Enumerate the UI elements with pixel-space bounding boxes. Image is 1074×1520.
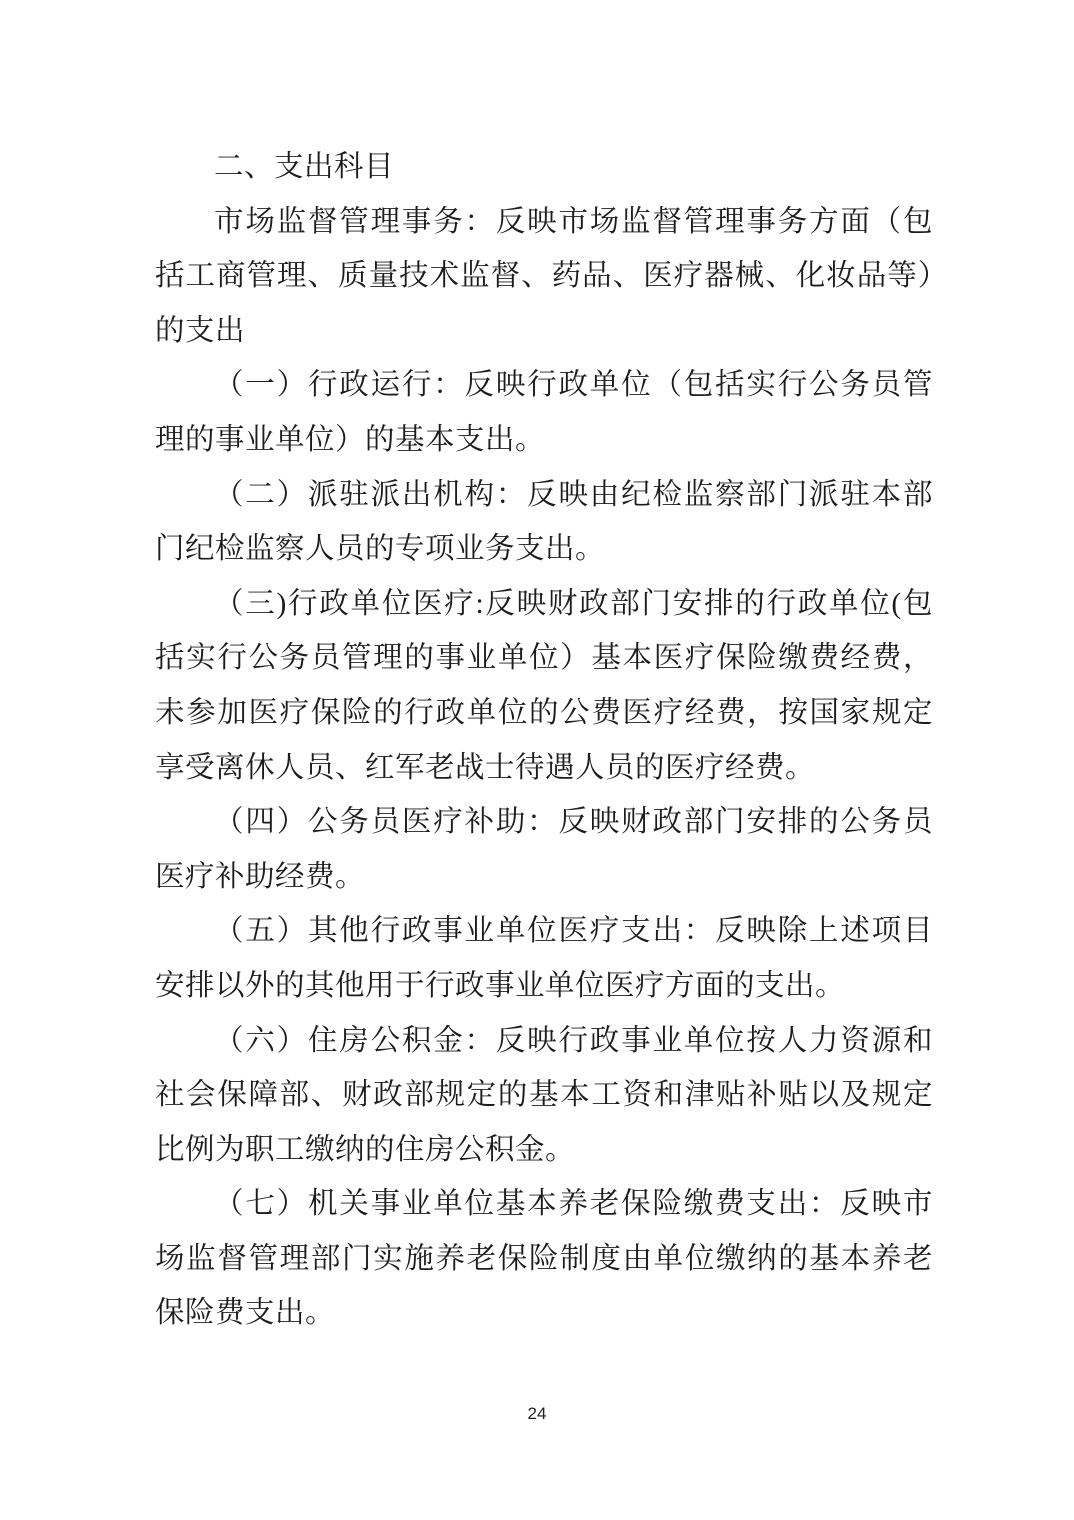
page-number: 24 [527, 1404, 547, 1423]
document-body [155, 140, 933, 1341]
paragraph: 市场监督管理事务：反映市场监督管理事务方面（包括工商管理、质量技术监督、药品、医疗器械、化妆品等）的支出 [155, 205, 933, 347]
paragraph: （四）公务员医疗补助：反映财政部门安排的公务员医疗补助经费。 [155, 806, 933, 893]
paragraph: （一）行政运行：反映行政单位（包括实行公务员管理的事业单位）的基本支出。 [155, 369, 933, 456]
paragraph: （五）其他行政事业单位医疗支出：反映除上述项目安排以外的其他用于行政事业单位医疗方面的支出。 [155, 915, 933, 1002]
section-heading: 二、支出科目 [214, 151, 395, 183]
paragraph-list [155, 195, 933, 1341]
paragraph: （七）机关事业单位基本养老保险缴费支出：反映市场监督管理部门实施养老保险制度由单位缴纳的基本养老保险费支出。 [155, 1188, 933, 1330]
paragraph: （二）派驻派出机构：反映由纪检监察部门派驻本部门纪检监察人员的专项业务支出。 [155, 478, 933, 566]
paragraph: （六）住房公积金：反映行政事业单位按人力资源和社会保障部、财政部规定的基本工资和津贴补贴以及规定比例为职工缴纳的住房公积金。 [155, 1024, 933, 1166]
paragraph: （三)行政单位医疗:反映财政部门安排的行政单位(包括实行公务员管理的事业单位）基本医疗保险缴费经费，未参加医疗保险的行政单位的公费医疗经费，按国家规定享受离休人员、红军老战士待遇人员的医疗经费。 [155, 587, 933, 784]
